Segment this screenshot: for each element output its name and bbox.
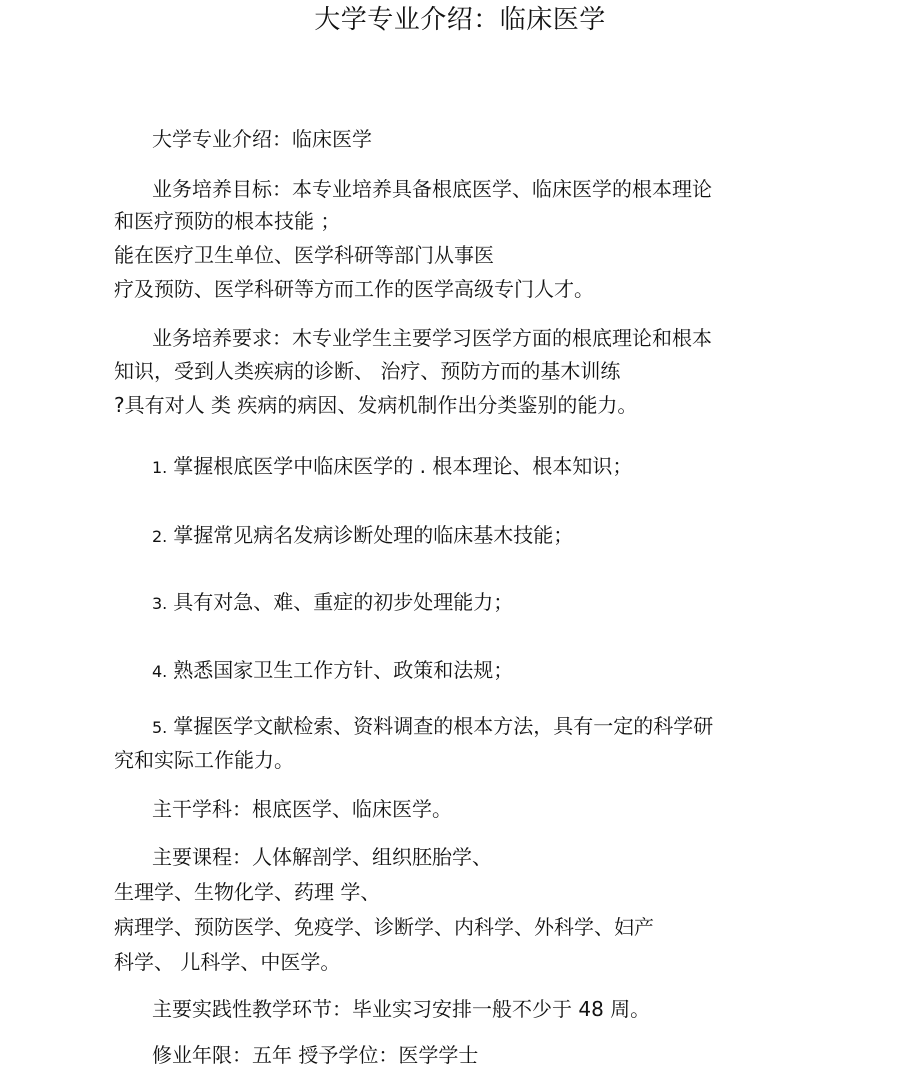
requirements-line-3: ?具有对人 类 疾病的病因、发病机制作出分类鉴别的能力。 (114, 393, 638, 417)
main-subjects: 主干学科：根底医学、临床医学。 (152, 797, 452, 821)
requirements-line-1: 业务培养要求：木专业学生主要学习医学方面的根底理论和根本 (152, 326, 712, 350)
list-item (152, 655, 513, 687)
list-item (152, 711, 713, 743)
goal-line-4: 疗及预防、医学科研等方而工作的医学高级专门人才。 (114, 277, 594, 301)
list-item (152, 451, 632, 483)
list-item-continuation: 究和实际工作能力。 (114, 748, 294, 772)
requirements-line-2: 知识，受到人类疾病的诊断、 治疗、预防方而的基木训练 (114, 359, 621, 383)
list-item-number: 4. (152, 662, 168, 681)
practice: 主要实践性教学环节：毕业实习安排一般不少于 48 周。 (152, 997, 651, 1021)
subtitle: 大学专业介绍：临床医学 (152, 127, 372, 151)
list-item (152, 587, 513, 619)
goal-line-1: 业务培养目标：本专业培养具备根底医学、临床医学的根本理论 (152, 177, 712, 201)
list-item-text: 掌握根底医学中临床医学的 . 根本理论、根本知识； (173, 454, 633, 478)
list-item-text: 熟悉国家卫生工作方针、政策和法规； (173, 658, 514, 682)
list-item-number: 2. (152, 527, 168, 546)
list-item-number: 3. (152, 594, 168, 613)
courses-line-2: 生理学、生物化学、药理 学、 (114, 880, 381, 904)
list-item-text: 具有对急、难、重症的初步处理能力； (173, 590, 514, 614)
list-item-number: 1. (152, 458, 168, 477)
list-item-number: 5. (152, 718, 168, 737)
goal-line-3: 能在医疗卫生单位、医学科研等部门从事医 (114, 243, 494, 267)
list-item-text: 掌握医学文献检索、资料调查的根本方法，具有一定的科学研 (173, 714, 714, 738)
courses-line-1: 主要课程：人体解剖学、组织胚胎学、 (152, 845, 492, 869)
page-title: 大学专业介绍：临床医学 (314, 5, 606, 35)
list-item-text: 掌握常见病名发病诊断处理的临床基木技能； (173, 523, 574, 547)
goal-line-2: 和医疗预防的根本技能 ； (114, 209, 341, 233)
list-item (152, 520, 573, 552)
courses-line-4: 科学、 儿科学、中医学。 (114, 950, 341, 974)
courses-line-3: 病理学、预防医学、免疫学、诊断学、内科学、外科学、妇产 (114, 915, 654, 939)
duration: 修业年限：五年 授予学位：医学学士 (152, 1043, 479, 1067)
